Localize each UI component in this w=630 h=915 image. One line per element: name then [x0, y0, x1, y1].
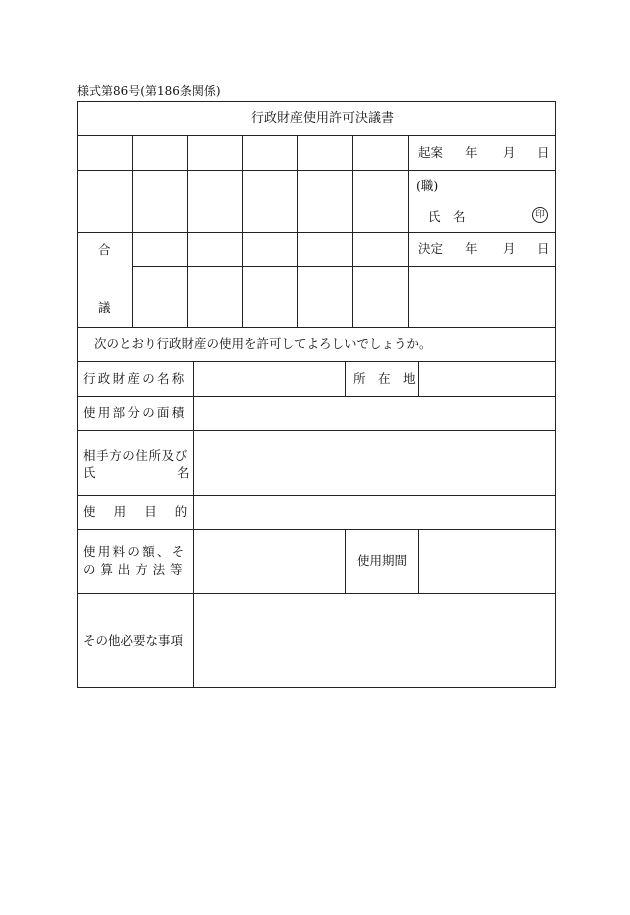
- counterparty-label-line2b: 名: [177, 465, 190, 480]
- name-label: 氏 名: [428, 209, 466, 224]
- row-divider: [77, 495, 556, 496]
- seal-mark: 印: [532, 207, 548, 223]
- consultation-label-top: 合: [98, 242, 111, 257]
- area-label: 使用部分の面積: [83, 405, 187, 420]
- row-divider: [77, 170, 556, 171]
- consultation-label-bottom: 議: [98, 300, 111, 315]
- form-reference: 様式第86号(第186条関係): [77, 84, 221, 98]
- col-divider: [187, 135, 188, 327]
- col-divider: [193, 361, 194, 688]
- counterparty-label-line1: 相手方の住所及び: [83, 448, 188, 463]
- row-divider: [77, 361, 556, 362]
- col-divider: [345, 361, 346, 396]
- purpose-label: 使 用 目 的: [83, 504, 191, 519]
- draft-month: 月: [503, 145, 516, 160]
- decision-year: 年: [465, 241, 478, 256]
- location-label: 所 在 地: [353, 371, 416, 386]
- property-name-label: 行政財産の名称: [83, 371, 187, 386]
- counterparty-label-line2a: 氏: [83, 465, 96, 480]
- decision-day: 日: [537, 241, 550, 256]
- row-divider: [77, 135, 556, 136]
- row-divider: [77, 232, 556, 233]
- col-divider: [345, 529, 346, 593]
- draft-day: 日: [537, 145, 550, 160]
- draft-label: 起案: [418, 145, 444, 160]
- col-divider: [352, 135, 353, 327]
- row-divider: [77, 396, 556, 397]
- decision-month: 月: [503, 241, 516, 256]
- col-divider: [132, 135, 133, 327]
- col-divider: [408, 135, 409, 327]
- draft-year: 年: [465, 145, 478, 160]
- row-divider: [77, 529, 556, 530]
- row-divider: [77, 593, 556, 594]
- fee-label-line1: 使用料の額、そ: [83, 544, 187, 559]
- row-divider: [77, 327, 556, 328]
- row-divider: [408, 266, 556, 267]
- post-label: (職): [416, 178, 439, 193]
- fee-label-line2: の算出方法等: [83, 562, 188, 577]
- resolution-form-table: [77, 101, 556, 688]
- row-divider: [77, 430, 556, 431]
- col-divider: [418, 361, 419, 396]
- decision-label: 決定: [418, 241, 444, 256]
- row-divider: [132, 266, 408, 267]
- col-divider: [418, 529, 419, 593]
- col-divider: [297, 135, 298, 327]
- period-label: 使用期間: [357, 553, 408, 568]
- proposal-text: 次のとおり行政財産の使用を許可してよろしいでしょうか。: [94, 336, 432, 351]
- col-divider: [242, 135, 243, 327]
- other-label: その他必要な事項: [83, 633, 184, 648]
- form-title: 行政財産使用許可決議書: [251, 111, 395, 126]
